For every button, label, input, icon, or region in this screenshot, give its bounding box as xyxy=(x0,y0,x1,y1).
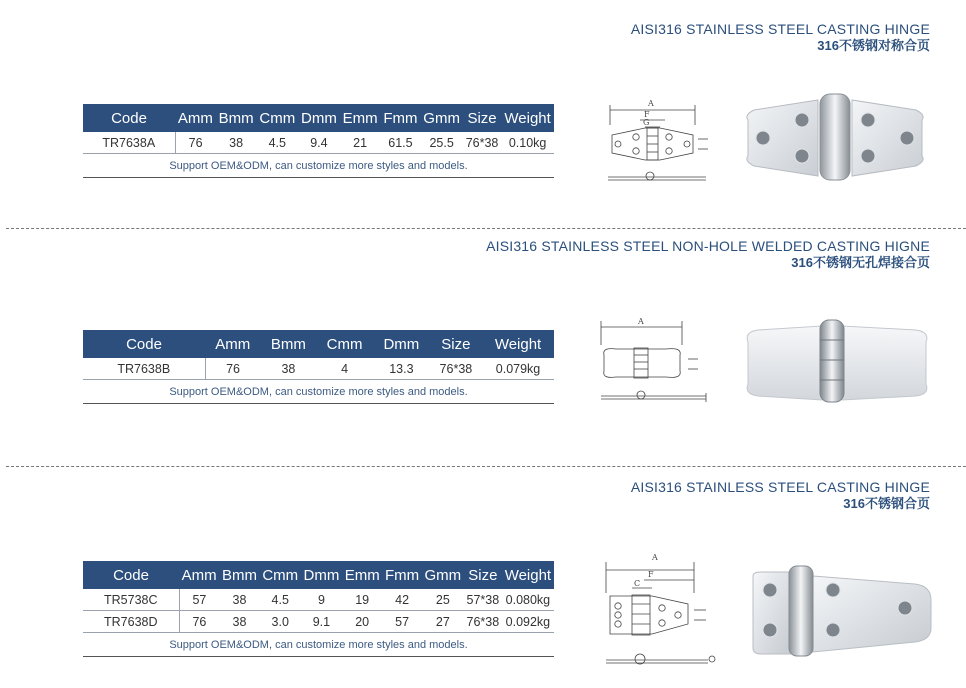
section-2-title-cn: 316不锈钢无孔焊接合页 xyxy=(791,255,930,270)
dim-label-f: F xyxy=(648,570,654,579)
table-cell: 0.10kg xyxy=(501,132,554,154)
table-header-row xyxy=(83,330,554,358)
section-2-title-en: AISI316 STAINLESS STEEL NON-HOLE WELDED CASTING HIGNE xyxy=(486,238,930,254)
table-cell: TR7638A xyxy=(83,132,175,154)
table-header-row xyxy=(83,561,554,589)
hinge-technical-drawing-1 xyxy=(600,95,715,190)
table-cell: 38 xyxy=(219,611,259,633)
header-cell: Dmm xyxy=(301,561,342,589)
dim-label-a: A xyxy=(638,317,644,326)
table-cell: 76*38 xyxy=(430,358,482,380)
header-cell: Amm xyxy=(205,330,261,358)
table-cell: 38 xyxy=(219,589,259,611)
table-cell: 76 xyxy=(175,132,216,154)
table-cell: 19 xyxy=(342,589,382,611)
table-cell: 42 xyxy=(382,589,421,611)
table-cell: 21 xyxy=(340,132,381,154)
table-row xyxy=(83,611,554,633)
table-cell: 25 xyxy=(422,589,464,611)
header-cell: Gmm xyxy=(422,561,464,589)
section-divider xyxy=(6,466,966,467)
table-cell: 57 xyxy=(179,589,219,611)
spec-table-3 xyxy=(83,561,554,657)
header-cell: Cmm xyxy=(316,330,373,358)
header-cell: Weight xyxy=(502,561,554,589)
section-divider xyxy=(6,228,966,229)
table-row xyxy=(83,589,554,611)
table-cell: TR7638B xyxy=(83,358,205,380)
section-3-heading xyxy=(631,479,930,512)
table-cell: 57*38 xyxy=(464,589,502,611)
header-cell: Code xyxy=(83,104,175,132)
table-cell: 0.080kg xyxy=(502,589,554,611)
table-cell: 4 xyxy=(316,358,373,380)
dim-label-a: A xyxy=(652,553,658,562)
table-cell: 9 xyxy=(301,589,342,611)
header-cell: Weight xyxy=(501,104,554,132)
table-cell: 9.1 xyxy=(301,611,342,633)
section-3-title-cn: 316不锈钢合页 xyxy=(843,496,930,511)
header-cell: Emm xyxy=(340,104,381,132)
hinge-technical-drawing-2 xyxy=(598,315,718,405)
section-3-title-en: AISI316 STAINLESS STEEL CASTING HINGE xyxy=(630,479,930,495)
table-cell: 0.092kg xyxy=(502,611,554,633)
table-cell: 20 xyxy=(342,611,382,633)
spec-table-1 xyxy=(83,104,554,178)
table-cell: 13.3 xyxy=(373,358,430,380)
header-cell: Amm xyxy=(175,104,216,132)
spec-table-2 xyxy=(83,330,554,404)
hinge-photo-3 xyxy=(745,562,935,662)
table-cell: 3.0 xyxy=(260,611,301,633)
table-row xyxy=(83,358,554,380)
hinge-technical-drawing-3 xyxy=(602,548,717,673)
table-cell: 38 xyxy=(216,132,257,154)
table-cell: 38 xyxy=(261,358,317,380)
header-cell: Size xyxy=(430,330,482,358)
section-1-heading xyxy=(631,21,930,54)
header-cell: Fmm xyxy=(381,104,421,132)
dim-label-g: G xyxy=(643,118,650,127)
header-cell: Dmm xyxy=(298,104,340,132)
header-cell: Dmm xyxy=(373,330,430,358)
dim-label-a: A xyxy=(648,99,654,108)
table-cell: 27 xyxy=(422,611,464,633)
hinge-photo-2 xyxy=(742,318,932,408)
table-cell: TR7638D xyxy=(83,611,179,633)
header-cell: Bmm xyxy=(219,561,259,589)
table-cell: 4.5 xyxy=(260,589,301,611)
header-cell: Code xyxy=(83,561,179,589)
oem-note: Support OEM&ODM, can customize more styles and models. xyxy=(83,154,554,178)
header-cell: Bmm xyxy=(216,104,257,132)
header-cell: Cmm xyxy=(260,561,301,589)
table-cell: 76 xyxy=(205,358,261,380)
table-header-row xyxy=(83,104,554,132)
table-cell: 61.5 xyxy=(381,132,421,154)
header-cell: Bmm xyxy=(261,330,317,358)
table-row xyxy=(83,132,554,154)
table-cell: 4.5 xyxy=(257,132,299,154)
header-cell: Weight xyxy=(482,330,554,358)
header-cell: Cmm xyxy=(257,104,299,132)
table-cell: 76 xyxy=(179,611,219,633)
section-1-title-cn: 316不锈钢对称合页 xyxy=(817,38,930,53)
table-cell: 9.4 xyxy=(298,132,340,154)
header-cell: Size xyxy=(464,561,502,589)
table-cell: 76*38 xyxy=(464,611,502,633)
table-cell: 57 xyxy=(382,611,421,633)
header-cell: Amm xyxy=(179,561,219,589)
header-cell: Emm xyxy=(342,561,382,589)
header-cell: Gmm xyxy=(420,104,463,132)
table-cell: 76*38 xyxy=(463,132,501,154)
table-cell: 25.5 xyxy=(420,132,463,154)
header-cell: Code xyxy=(83,330,205,358)
oem-note: Support OEM&ODM, can customize more styles and models. xyxy=(83,633,554,657)
oem-note: Support OEM&ODM, can customize more styles and models. xyxy=(83,380,554,404)
hinge-photo-1 xyxy=(740,90,930,185)
section-1-title-en: AISI316 STAINLESS STEEL CASTING HINGE xyxy=(630,21,930,37)
header-cell: Fmm xyxy=(382,561,421,589)
header-cell: Size xyxy=(463,104,501,132)
section-2-heading xyxy=(486,238,930,271)
table-cell: 0.079kg xyxy=(482,358,554,380)
dim-label-f: F xyxy=(644,110,650,119)
dim-label-c: C xyxy=(634,579,641,588)
table-cell: TR5738C xyxy=(83,589,179,611)
